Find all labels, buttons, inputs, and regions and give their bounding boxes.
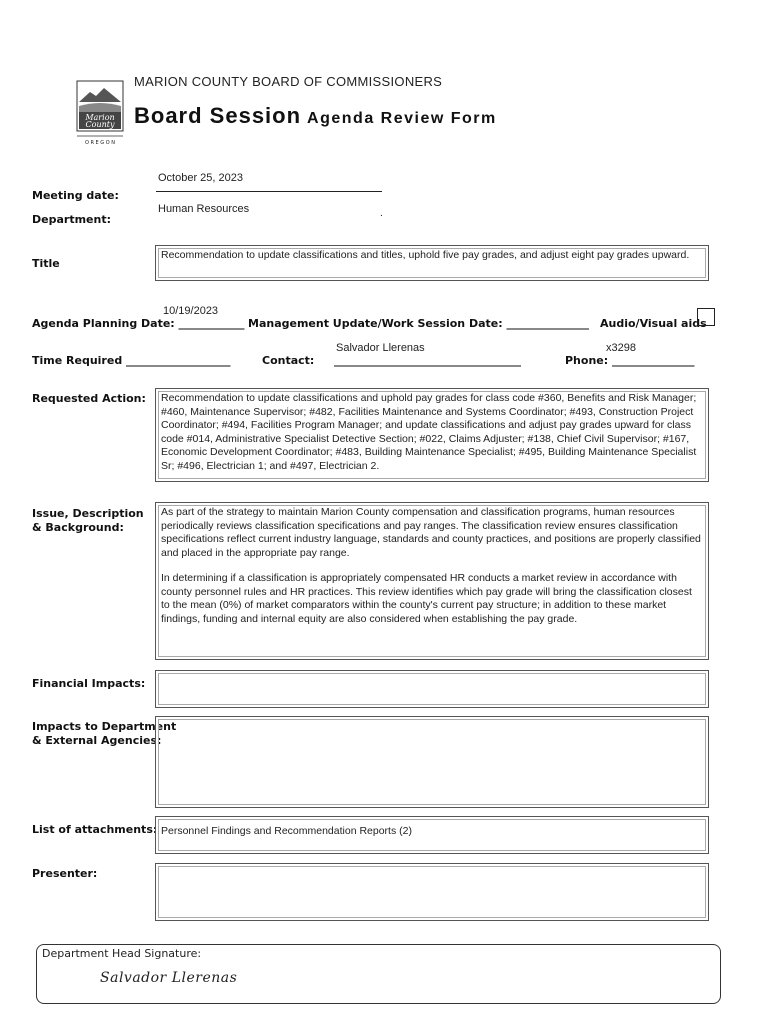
impacts-label-line2: & External Agencies: <box>32 734 162 747</box>
logo-state-text: O R E G O N <box>84 140 116 146</box>
requested-action-text: Recommendation to update classifications and uphold pay grades for class code #360, Benefits and Risk Manager; #460, Maintenance Supervisor; #482, Facilities Maintenance and Systems Coordinator; #493, Construction Project Coordinator; #494, Facilities Program Manager; and update classifications and adjust pay grades upward for class code #014, Administrative Specialist Detective Section; #022, Claims Adjuster; #138, Chief Civil Supervisor; #167, Economic Development Coordinator; #483, Building Maintenance Specialist; #495, Building Maintenance Specialist Sr; #496, Electrician 1; and #497, Electrician 2. <box>161 392 697 472</box>
presenter-label: Presenter: <box>32 867 98 880</box>
department-value[interactable]: Human Resources <box>158 203 250 215</box>
impacts-label-line1: Impacts to Department <box>32 720 177 733</box>
meeting-date-underline <box>156 191 382 192</box>
form-title <box>134 103 497 129</box>
financial-impacts-field[interactable] <box>155 670 709 708</box>
signature-label: Department Head Signature: <box>42 947 202 960</box>
marion-county-logo <box>76 80 124 146</box>
issue-paragraph-1: As part of the strategy to maintain Marion County compensation and classification programs, human resources periodically reviews classification specifications and pay ranges. The classification review ensures classification specifications reflect current industry language, standards and county practices, and positions are properly classified and placed in the appropriate pay range. <box>161 506 701 559</box>
title-field[interactable] <box>155 245 709 281</box>
agenda-planning-date-value[interactable]: 10/19/2023 <box>163 305 219 317</box>
logo-text-line2: County <box>85 120 115 129</box>
issue-label-line1: Issue, Description <box>32 507 144 520</box>
presenter-text <box>156 864 708 870</box>
financial-impacts-label: Financial Impacts: <box>32 677 146 690</box>
department-dot: . <box>380 208 383 219</box>
audio-visual-checkbox[interactable] <box>697 308 715 326</box>
issue-label <box>32 507 144 535</box>
phone-label: Phone: _______________ <box>565 354 695 367</box>
county-board-header: MARION COUNTY BOARD OF COMMISSIONERS <box>134 74 443 89</box>
issue-label-line2: & Background: <box>32 521 124 534</box>
form-title-sub: Agenda Review Form <box>307 110 497 127</box>
attachments-text: Personnel Findings and Recommendation Reports (2) <box>161 825 412 837</box>
title-text: Recommendation to update classifications and titles, uphold five pay grades, and adjust eight pay grades upward. <box>161 249 690 261</box>
issue-paragraph-2: In determining if a classification is appropriately compensated HR conducts a market review in accordance with county personnel rules and HR practices. This review identifies which pay grade will bring the classification closest to the mean (0%) of market comparators within the county's current pay structure; in addition to these market findings, funding and internal equity are also considered when establishing the pay grade. <box>161 572 692 625</box>
contact-underline: __________________________________ <box>334 354 521 367</box>
impacts-text <box>156 717 708 723</box>
requested-action-label: Requested Action: <box>32 392 146 405</box>
meeting-date-value[interactable]: October 25, 2023 <box>158 172 244 184</box>
contact-label: Contact: <box>262 354 315 367</box>
mgmt-update-date-label: Management Update/Work Session Date: _______________ <box>248 317 589 330</box>
issue-field[interactable] <box>155 502 709 660</box>
attachments-field[interactable] <box>155 816 709 854</box>
form-title-main: Board Session <box>134 103 302 128</box>
attachments-label: List of attachments: <box>32 823 158 836</box>
title-label: Title <box>32 257 60 270</box>
requested-action-field[interactable] <box>155 388 709 482</box>
presenter-field[interactable] <box>155 863 709 921</box>
meeting-date-label: Meeting date: <box>32 189 119 202</box>
financial-impacts-text <box>156 671 708 677</box>
impacts-field[interactable] <box>155 716 709 808</box>
department-label: Department: <box>32 213 111 226</box>
signature-name: Salvador Llerenas <box>100 970 238 986</box>
issue-text <box>156 503 708 641</box>
phone-value[interactable]: x3298 <box>606 342 636 354</box>
audio-visual-label: Audio/Visual aids <box>600 317 707 330</box>
agenda-planning-date-label: Agenda Planning Date: ____________ <box>32 317 245 330</box>
time-required-label: Time Required ___________________ <box>32 354 231 367</box>
contact-value[interactable]: Salvador Llerenas <box>336 342 425 354</box>
logo-text-line1: Marion <box>85 113 115 122</box>
